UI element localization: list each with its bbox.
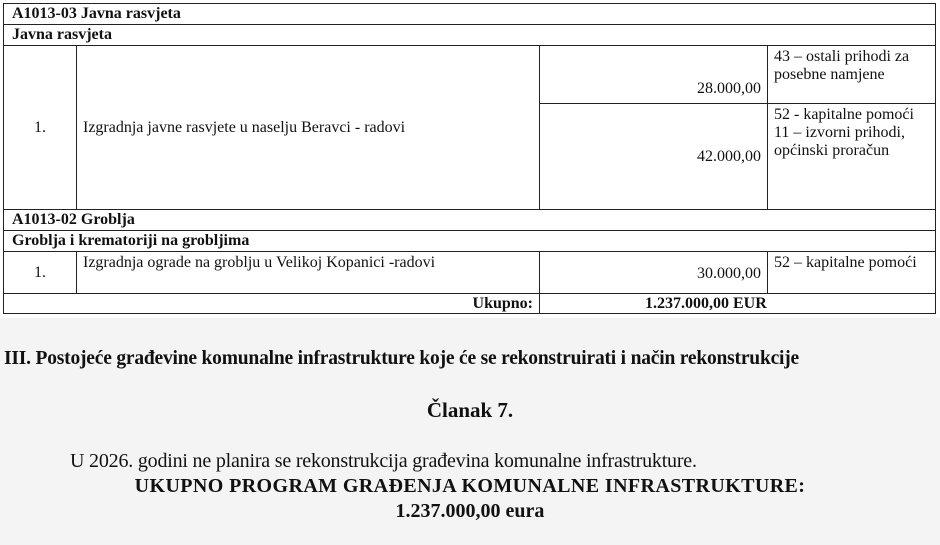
- item-number: 1.: [4, 252, 77, 294]
- item-funding-source: 43 – ostali prihodi za posebne namjene: [768, 46, 936, 104]
- item-amount: 42.000,00: [540, 104, 768, 210]
- section-title: Groblja i krematoriji na grobljima: [4, 231, 936, 252]
- article-heading: Članak 7.: [426, 398, 514, 422]
- section-code-row: [4, 4, 936, 25]
- total-label: Ukupno:: [4, 294, 540, 314]
- total-row: [4, 294, 936, 314]
- section-heading: III. Postojeće građevine komunalne infrastrukture koje će se rekonstruirati i način rekonstrukcije: [4, 348, 800, 369]
- total-value: 1.237.000,00 EUR: [540, 294, 936, 314]
- article-paragraph: U 2026. godini ne planira se rekonstrukcija građevina komunalne infrastrukture.: [70, 450, 697, 472]
- funding-source-b: 11 – izvorni prihodi, općinski proračun: [774, 124, 905, 159]
- item-funding-source: 52 – kapitalne pomoći: [768, 252, 936, 294]
- program-total-value: 1.237.000,00 eura: [395, 500, 545, 522]
- section-code: A1013-02 Groblja: [4, 210, 936, 231]
- item-amount: 28.000,00: [540, 46, 768, 104]
- item-description: Izgradnja ograde na groblju u Velikoj Kopanici -radovi: [77, 252, 540, 294]
- section-title: Javna rasvjeta: [4, 25, 936, 46]
- item-description: Izgradnja javne rasvjete u naselju Beravci - radovi: [77, 46, 540, 210]
- funding-source-a: 52 - kapitalne pomoći: [774, 106, 914, 123]
- program-total-label: UKUPNO PROGRAM GRAĐENJA KOMUNALNE INFRASTRUKTURE:: [134, 475, 806, 497]
- table-row: [4, 46, 936, 104]
- section-code: A1013-03 Javna rasvjeta: [4, 4, 936, 25]
- section-code-row: [4, 210, 936, 231]
- item-number: 1.: [4, 46, 77, 210]
- budget-table: [3, 3, 936, 314]
- item-funding-source: [768, 104, 936, 210]
- table-row: [4, 252, 936, 294]
- section-title-row: [4, 25, 936, 46]
- item-amount: 30.000,00: [540, 252, 768, 294]
- section-title-row: [4, 231, 936, 252]
